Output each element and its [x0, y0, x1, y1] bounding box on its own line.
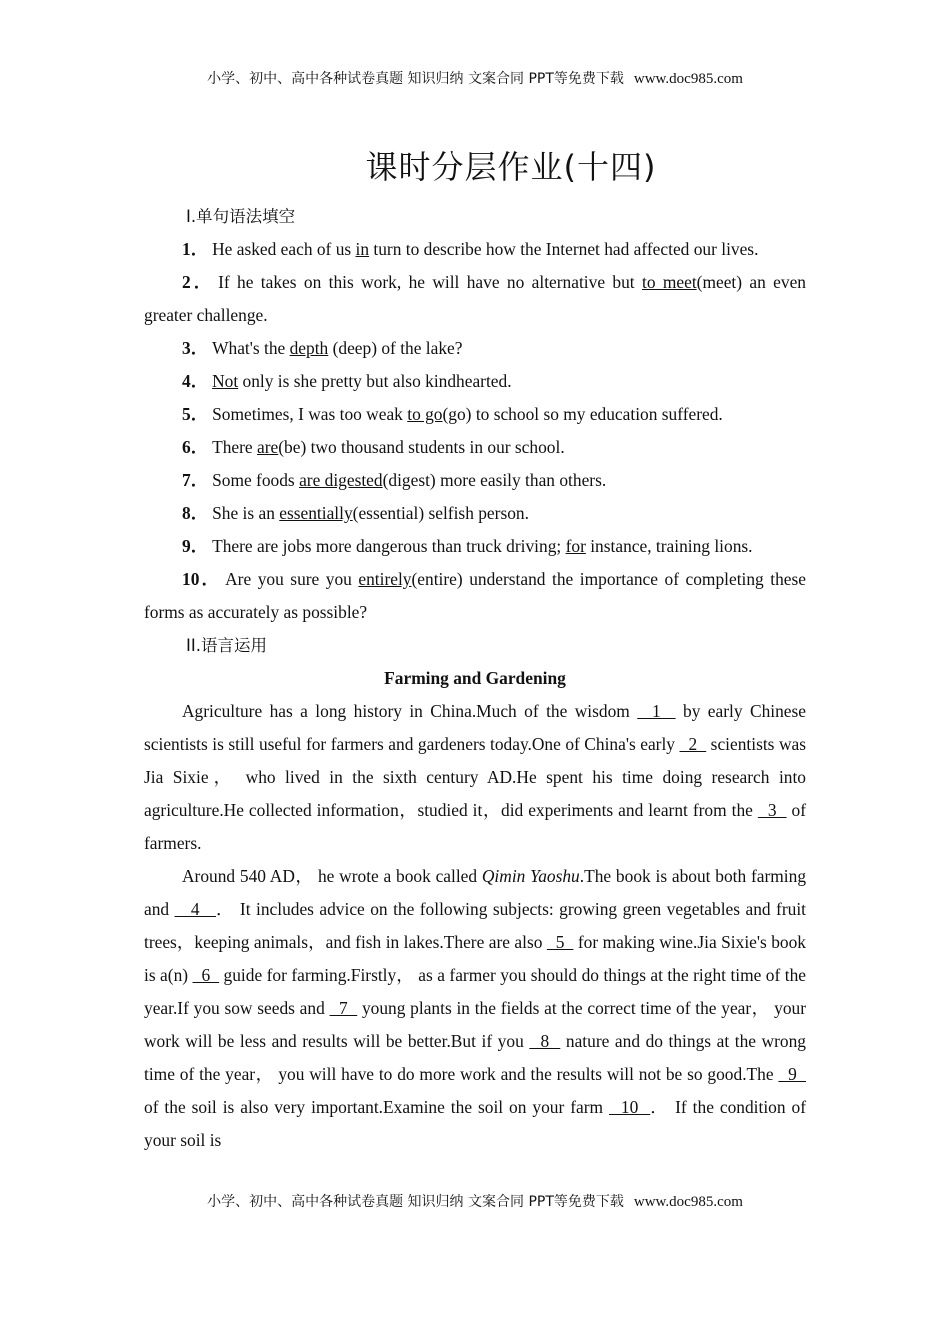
- blank-1: 1: [637, 701, 676, 721]
- answer: to go: [407, 404, 443, 424]
- question-3: 3． What's the depth (deep) of the lake?: [182, 338, 463, 358]
- blank-3: 3: [757, 800, 787, 820]
- header-text: 小学、初中、高中各种试卷真题 知识归纳 文案合同 PPT等免费下载: [207, 71, 624, 87]
- question-7: 7． Some foods are digested(digest) more easily than others.: [182, 470, 607, 490]
- blank-5: 5: [546, 932, 574, 952]
- question-10: 10． Are you sure you entirely(entire) understand the importance of completing these forms as accurately as possible?: [144, 569, 806, 622]
- question-2: 2． If he takes on this work, he will have no alternative but to meet(meet) an even greater challenge.: [144, 272, 806, 325]
- answer: depth: [289, 338, 329, 358]
- page-title: 课时分层作业(十四): [365, 148, 657, 186]
- question-6: 6． There are(be) two thousand students in our school.: [182, 437, 565, 457]
- answer: essentially: [279, 503, 353, 523]
- question-9: 9． There are jobs more dangerous than truck driving; for instance, training lions.: [182, 536, 753, 556]
- content: [144, 200, 806, 1157]
- answer: Not: [212, 371, 239, 391]
- question-1: 1． He asked each of us in turn to describe how the Internet had affected our lives.: [182, 239, 759, 259]
- blank-4: 4: [174, 899, 216, 919]
- page-footer: [0, 1191, 950, 1211]
- blank-2: 2: [679, 734, 707, 754]
- answer: are: [257, 437, 279, 457]
- answer: to meet: [641, 272, 697, 292]
- passage-title: Farming and Gardening: [384, 668, 566, 688]
- answer: entirely: [358, 569, 412, 589]
- header-url[interactable]: www.doc985.com: [633, 71, 743, 87]
- blank-10: 10: [609, 1097, 651, 1117]
- question-5: 5． Sometimes, I was too weak to go(go) to school so my education suffered.: [182, 404, 723, 424]
- answer: for: [565, 536, 586, 556]
- footer-url[interactable]: www.doc985.com: [633, 1194, 743, 1210]
- page-header: [0, 68, 950, 88]
- blank-8: 8: [529, 1031, 561, 1051]
- blank-6: 6: [192, 965, 220, 985]
- passage-paragraph-1: Agriculture has a long history in China.Much of the wisdom 1 by early Chinese scientists is still useful for farmers and gardeners today.One of China's early 2 scientists was Jia Sixie， who lived in the sixth century AD.He spent his time doing research into agriculture.He collected information，studied it，did experiments and learnt from the 3 of farmers.: [144, 701, 807, 853]
- section-1-heading: Ⅰ.单句语法填空: [186, 207, 296, 226]
- book-title: Qimin Yaoshu: [481, 866, 580, 886]
- section-2-heading: II.语言运用: [186, 636, 267, 655]
- answer: in: [355, 239, 370, 259]
- footer-text: 小学、初中、高中各种试卷真题 知识归纳 文案合同 PPT等免费下载: [207, 1194, 624, 1210]
- passage-paragraph-2: Around 540 AD， he wrote a book called Qimin Yaoshu.The book is about both farming and 4 ． It includes advice on the following subjects: growing green vegetables and fruit trees，keeping animals，and fish in lakes.There are also 5 for making wine.Jia Sixie's book is a(n) 6 guide for farming.Firstly， as a farmer you should do things at the right time of the year.If you sow seeds and 7 young plants in the fields at the correct time of the year， your work will be less and results will be better.But if you 8 nature and do things at the wrong time of the year， you will have to do more work and the results will not be so good.The 9 of the soil is also very important.Examine the soil on your farm 10 ． If the condition of your soil is: [144, 866, 807, 1150]
- answer: are digested: [299, 470, 383, 490]
- blank-7: 7: [329, 998, 358, 1018]
- question-4: 4． Not only is she pretty but also kindhearted.: [182, 371, 512, 391]
- question-8: 8． She is an essentially(essential) selfish person.: [182, 503, 529, 523]
- blank-9: 9: [778, 1064, 806, 1084]
